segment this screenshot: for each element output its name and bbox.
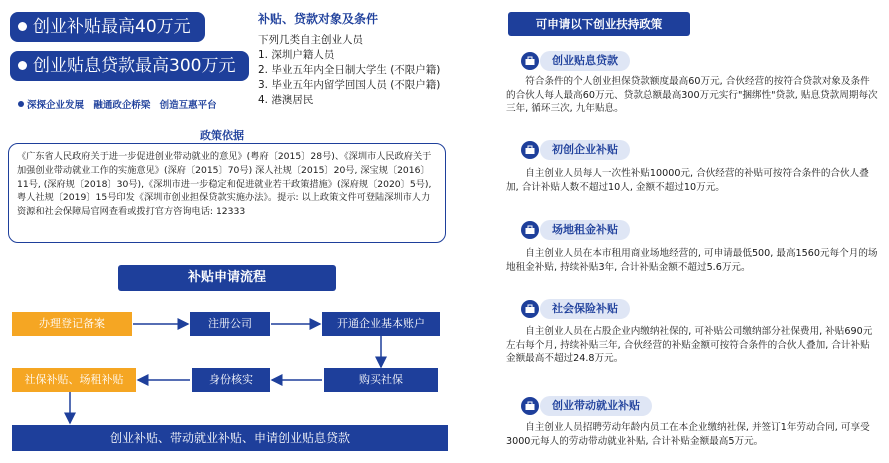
flow-step-account: 开通企业基本账户 [322, 312, 440, 336]
section-title-insurance: 社会保险补贴 [540, 299, 630, 319]
flow-step-subsidies: 社保补贴、场租补贴 [12, 368, 136, 392]
flow-final-step: 创业补贴、带动就业补贴、申请创业贴息贷款 [12, 425, 448, 451]
eligibility-title: 补贴、贷款对象及条件 [258, 12, 379, 26]
section-title-startup: 初创企业补贴 [540, 140, 630, 160]
briefcase-icon [521, 300, 539, 318]
flow-step-insurance: 购买社保 [324, 368, 438, 392]
eligibility-intro: 下列几类自主创业人员 [258, 34, 363, 46]
flow-title: 补贴申请流程 [118, 265, 336, 291]
briefcase-icon [521, 397, 539, 415]
section-text-startup: 自主创业人员每人一次性补贴10000元, 合伙经营的补贴可按符合条件的合伙人叠加, 合计补贴人数不超过10人, 金额不超过10万元。 [506, 168, 869, 193]
section-text-employment: 自主创业人员招聘劳动年龄内员工在本企业缴纳社保, 并签订1年劳动合同, 可享受3000元每人的劳动带动就业补贴, 合计补贴金额最高5万元。 [506, 422, 870, 447]
flow-step-company: 注册公司 [190, 312, 270, 336]
eligibility-item: 2. 毕业五年内全日制大学生 (不限户籍) [258, 64, 441, 76]
flow-step-register: 办理登记备案 [12, 312, 132, 336]
briefcase-icon [521, 221, 539, 239]
flow-step-identity: 身份核实 [192, 368, 270, 392]
policy-basis-title: 政策依据 [200, 129, 244, 142]
section-title-employment: 创业带动就业补贴 [540, 396, 652, 416]
section-text-insurance: 自主创业人员在占股企业内缴纳社保的, 可补贴公司缴纳部分社保费用, 补贴690元左右每个月, 持续补贴三年, 合伙经营的补贴金额可按符合条件的合伙人叠加, 合计补贴金额最高不超过24.8万元。 [506, 326, 873, 364]
slogan-1: 深探企业发展 [27, 100, 85, 111]
briefcase-icon [521, 52, 539, 70]
section-text-rent: 自主创业人员在本市租用商业场地经营的, 可申请最低500, 最高1560元每个月的场地租金补贴, 持续补贴3年, 合计补贴金额不超过5.6万元。 [506, 248, 878, 273]
section-title-loan: 创业贴息贷款 [540, 51, 630, 71]
policies-header: 可申请以下创业扶持政策 [508, 12, 690, 36]
pill-text: 创业补贴最高40万元 [33, 17, 191, 37]
slogan-2: 融通政企桥梁 [93, 100, 151, 111]
policy-basis-text: 《广东省人民政府关于进一步促进创业带动就业的意见》(粤府〔2015〕28号)、《深圳市人民政府关于加强创业带动就业工作的实施意见》(深府〔2015〕70号) 深人社规〔2015〕20号, 深宝规〔2016〕11号, (深府规〔2018〕30号),《深圳市进一步稳定和促进就业若干政策措施》(深府规〔2020〕5号), 粤人社规〔2019〕15号印发《深圳市创业担保贷款实施办法》。提示: 以上政策文件可登陆深圳市人力资源和社会保障局官网查看或拨打官方咨询电话: 12333 [17, 151, 432, 218]
eligibility-item: 1. 深圳户籍人员 [258, 49, 335, 61]
pill-text: 创业贴息贷款最高300万元 [33, 56, 236, 76]
section-title-rent: 场地租金补贴 [540, 220, 630, 240]
slogan-3: 创造互惠平台 [159, 100, 217, 111]
section-text-loan: 符合条件的个人创业担保贷款额度最高60万元, 合伙经营的按符合贷款对象及条件的合伙人每人最高60万元、贷款总额最高300万元实行"捆绑性"贷款, 贴息贷款周期每次三年, 循环三次, 九年贴息。 [506, 76, 878, 114]
briefcase-icon [521, 141, 539, 159]
eligibility-item: 4. 港澳居民 [258, 94, 314, 106]
eligibility-item: 3. 毕业五年内留学回国人员 (不限户籍) [258, 79, 441, 91]
